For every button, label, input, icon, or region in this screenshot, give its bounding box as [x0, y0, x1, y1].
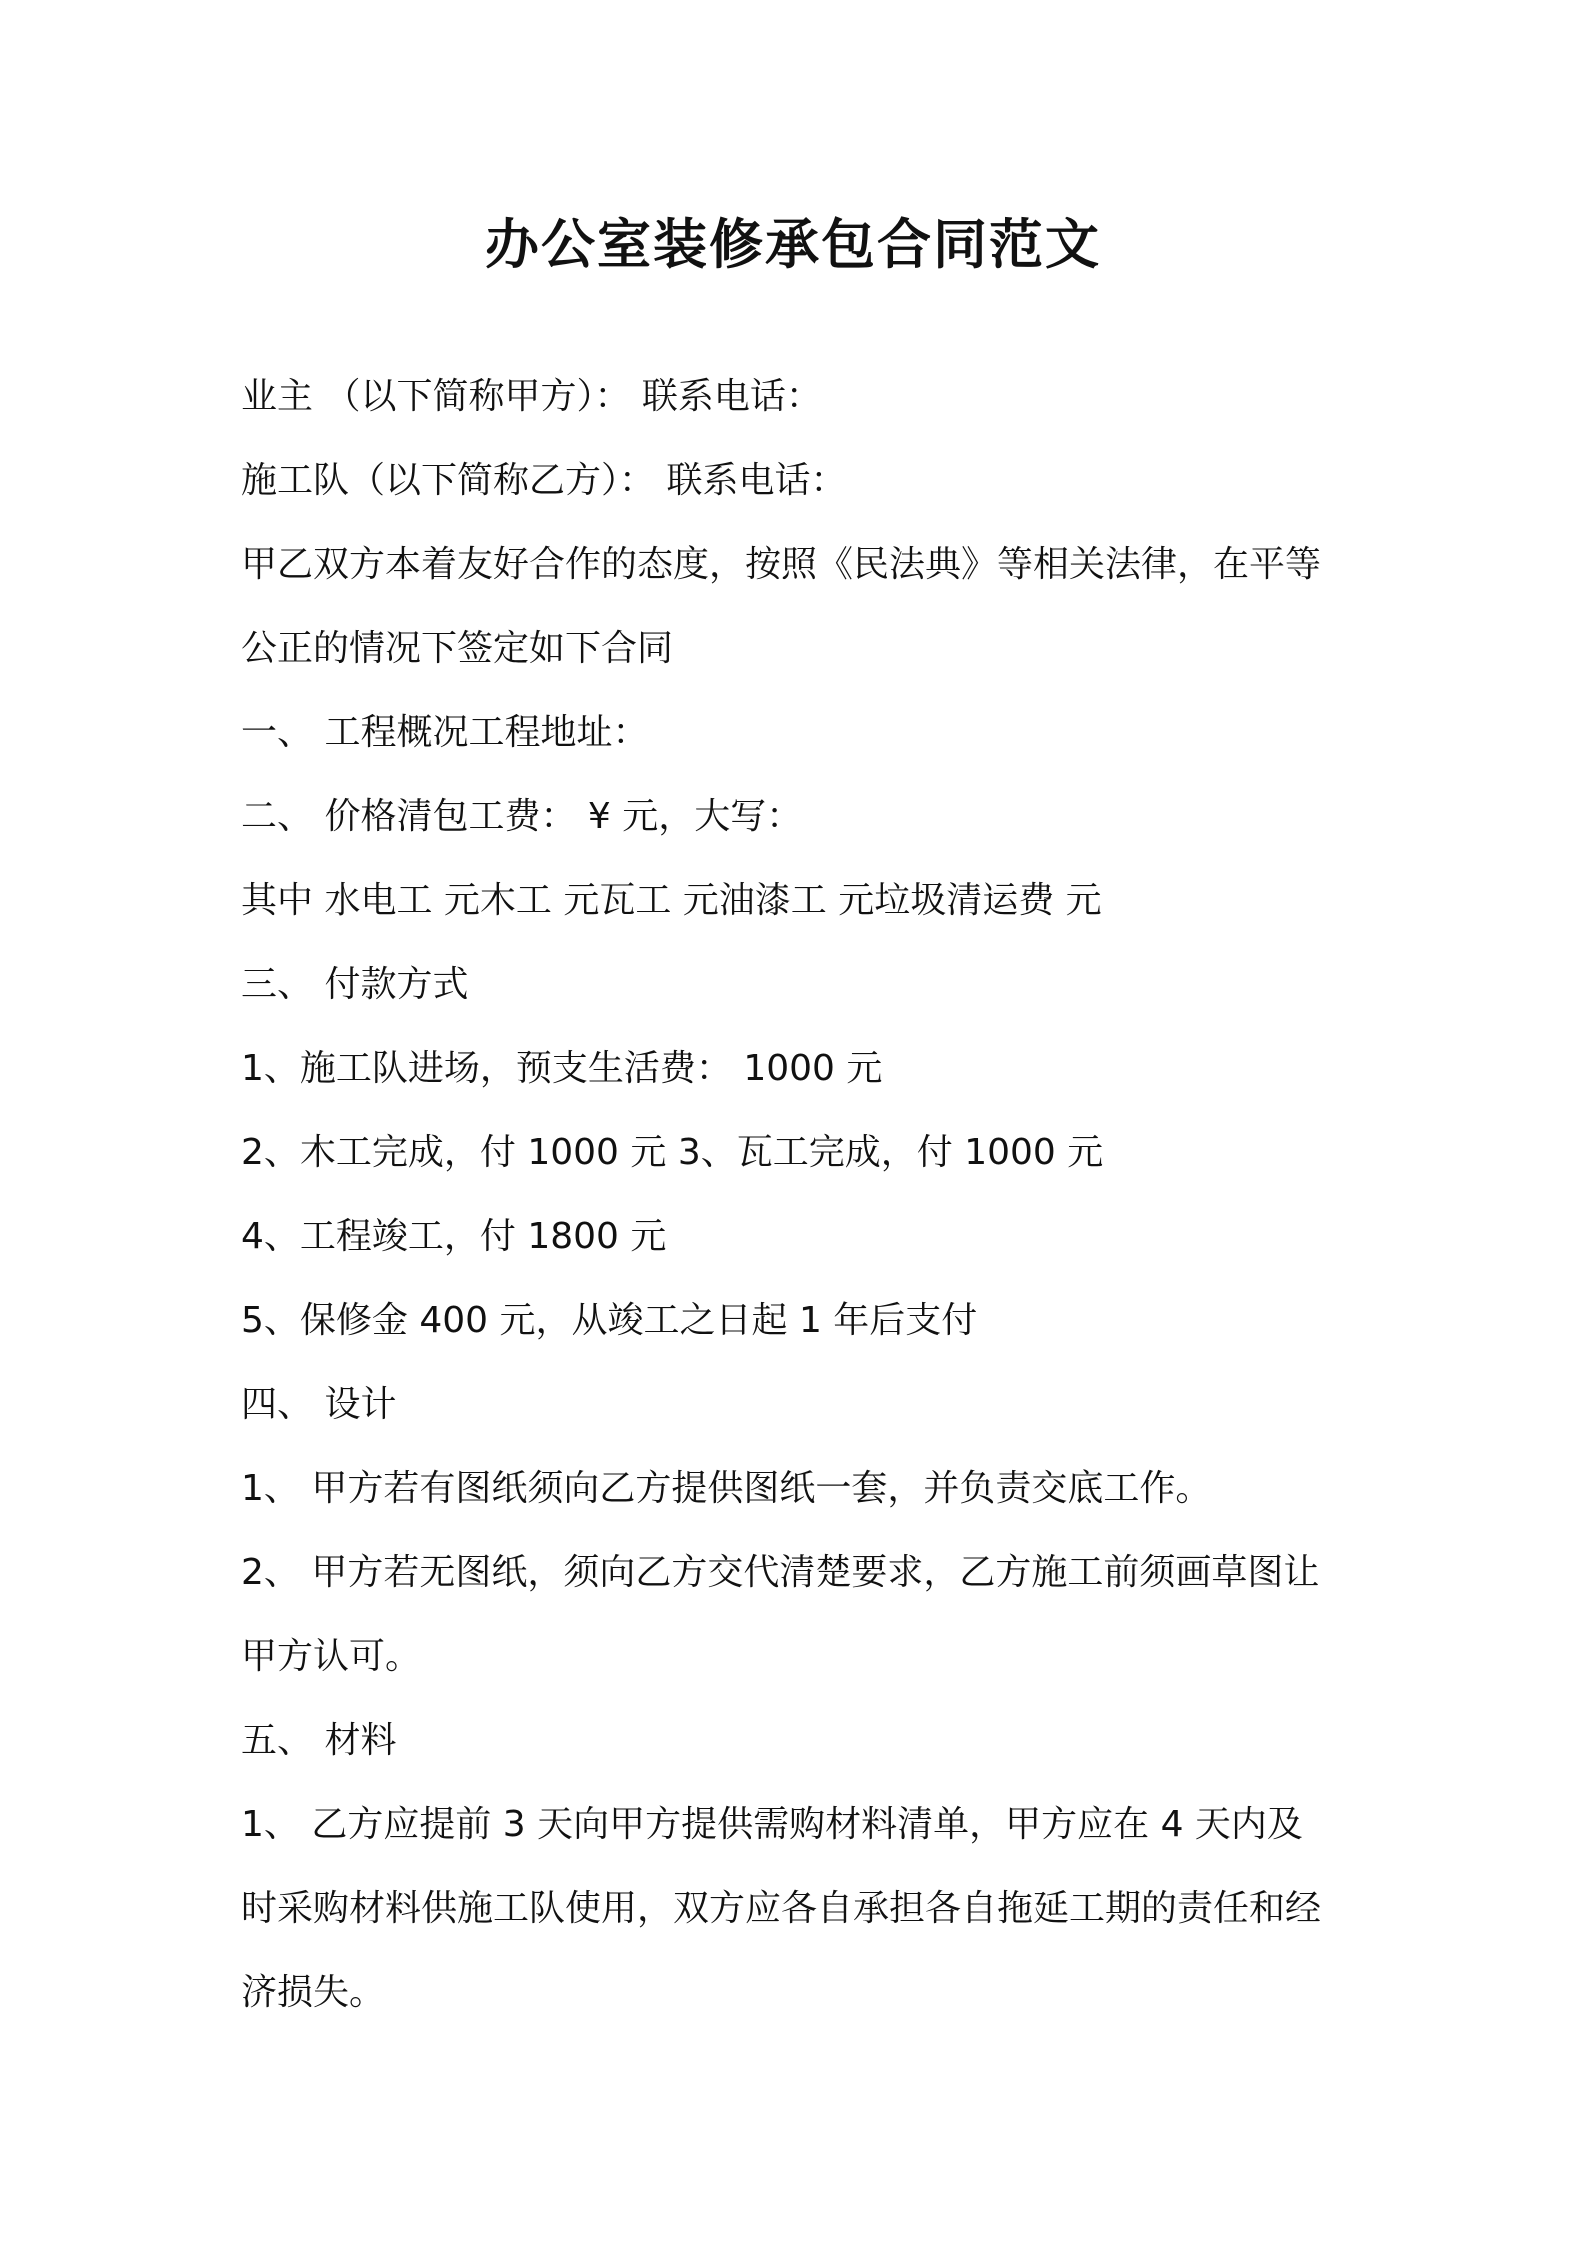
- material-item-1-line-1: 1、 乙方应提前 3 天向甲方提供需购材料清单，甲方应在 4 天内及: [241, 1804, 1303, 1845]
- contract-body: [241, 355, 1361, 2035]
- section-5-heading: 五、 材料: [241, 1720, 397, 1761]
- party-b-line: 施工队（以下简称乙方）： 联系电话：: [241, 460, 847, 501]
- section-1-heading: 一、 工程概况工程地址：: [241, 712, 649, 753]
- material-item-1-line-2: 时采购材料供施工队使用，双方应各自承担各自拖延工期的责任和经: [241, 1888, 1322, 1929]
- labor-breakdown-line: 其中 水电工 元木工 元瓦工 元油漆工 元垃圾清运费 元: [241, 880, 1102, 921]
- payment-item-1: 1、施工队进场，预支生活费： 1000 元: [241, 1048, 883, 1089]
- design-item-1: 1、 甲方若有图纸须向乙方提供图纸一套，并负责交底工作。: [241, 1468, 1212, 1509]
- payment-item-2-3: 2、木工完成，付 1000 元 3、瓦工完成，付 1000 元: [241, 1132, 1104, 1173]
- section-2-heading: 二、 价格清包工费： ¥ 元，大写：: [241, 796, 803, 837]
- design-item-2-line-2: 甲方认可。: [241, 1636, 422, 1677]
- payment-item-5: 5、保修金 400 元，从竣工之日起 1 年后支付: [241, 1300, 978, 1341]
- document-title: 办公室装修承包合同范文: [485, 213, 1101, 276]
- section-3-heading: 三、 付款方式: [241, 964, 469, 1005]
- preamble-line-2: 公正的情况下签定如下合同: [241, 628, 674, 669]
- design-item-2-line-1: 2、 甲方若无图纸，须向乙方交代清楚要求，乙方施工前须画草图让: [241, 1552, 1320, 1593]
- section-4-heading: 四、 设计: [241, 1384, 397, 1425]
- material-item-1-line-3: 济损失。: [241, 1972, 386, 2013]
- party-a-line: 业主 （以下简称甲方）： 联系电话：: [241, 376, 822, 417]
- preamble-line-1: 甲乙双方本着友好合作的态度，按照《民法典》等相关法律，在平等: [241, 544, 1322, 585]
- payment-item-4: 4、工程竣工，付 1800 元: [241, 1216, 667, 1257]
